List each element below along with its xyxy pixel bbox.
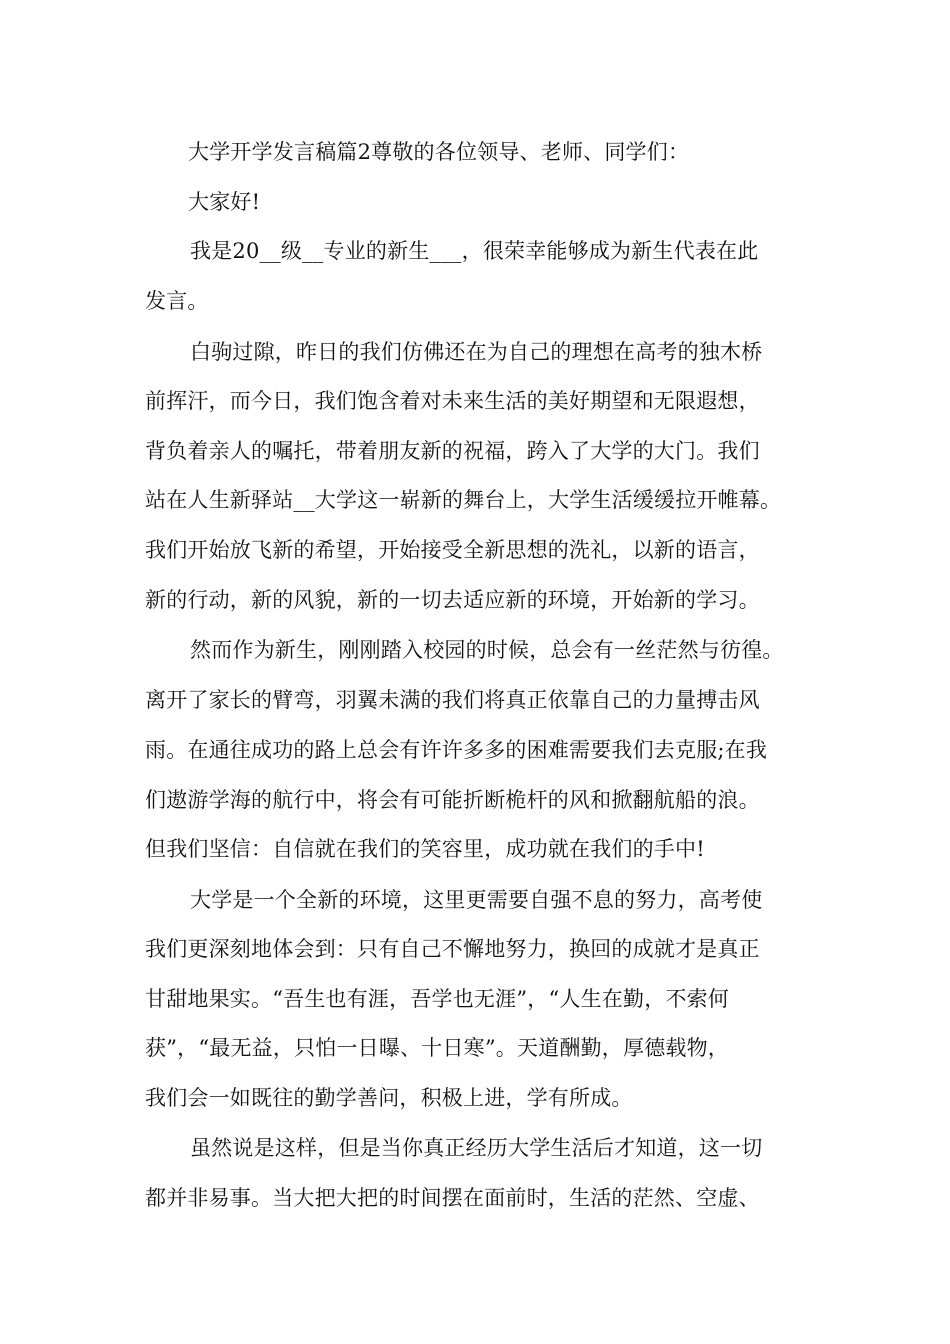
text-line: 我们开始放飞新的希望，开始接受全新思想的洗礼，以新的语言， xyxy=(145,538,760,562)
text-line: 我们更深刻地体会到：只有自己不懈地努力，换回的成就才是真正 xyxy=(145,937,760,961)
text-line: 雨。在通往成功的路上总会有许许多多的困难需要我们去克服;在我 xyxy=(145,738,768,762)
text-line: 前挥汗，而今日，我们饱含着对未来生活的美好期望和无限遐想， xyxy=(145,389,760,413)
text-line: 背负着亲人的嘱托，带着朋友新的祝福，跨入了大学的大门。我们 xyxy=(145,439,760,463)
text-line: 站在人生新驿站__大学这一崭新的舞台上，大学生活缓缓拉开帷幕。 xyxy=(145,488,782,512)
text-line: 们遨游学海的航行中，将会有可能折断桅杆的风和掀翻航船的浪。 xyxy=(145,788,760,812)
text-line: 大学是一个全新的环境，这里更需要自强不息的努力，高考使 xyxy=(190,888,763,912)
text-line: 大家好! xyxy=(188,190,261,214)
text-line: 白驹过隙，昨日的我们仿佛还在为自己的理想在高考的独木桥 xyxy=(190,340,763,364)
text-line: 我们会一如既往的勤学善问，积极上进，学有所成。 xyxy=(145,1086,633,1110)
text-line: 都并非易事。当大把大把的时间摆在面前时，生活的茫然、空虚、 xyxy=(145,1186,760,1210)
text-line: 甘甜地果实。“吾生也有涯，吾学也无涯”，“人生在勤，不索何 xyxy=(145,987,730,1011)
text-line: 离开了家长的臂弯，羽翼未满的我们将真正依靠自己的力量搏击风 xyxy=(145,688,760,712)
text-line: 大学开学发言稿篇2尊敬的各位领导、老师、同学们： xyxy=(188,140,690,164)
text-line: 新的行动，新的风貌，新的一切去适应新的环境，开始新的学习。 xyxy=(145,588,760,612)
text-line: 但我们坚信：自信就在我们的笑容里，成功就在我们的手中! xyxy=(145,837,705,861)
text-line: 虽然说是这样，但是当你真正经历大学生活后才知道，这一切 xyxy=(190,1136,763,1160)
text-line: 我是20__级__专业的新生___，很荣幸能够成为新生代表在此 xyxy=(190,239,759,263)
text-line: 发言。 xyxy=(145,289,209,313)
text-line: 获”，“最无益，只怕一日曝、十日寒”。天道酬勤，厚德载物， xyxy=(145,1036,730,1060)
text-line: 然而作为新生，刚刚踏入校园的时候，总会有一丝茫然与彷徨。 xyxy=(190,638,784,662)
